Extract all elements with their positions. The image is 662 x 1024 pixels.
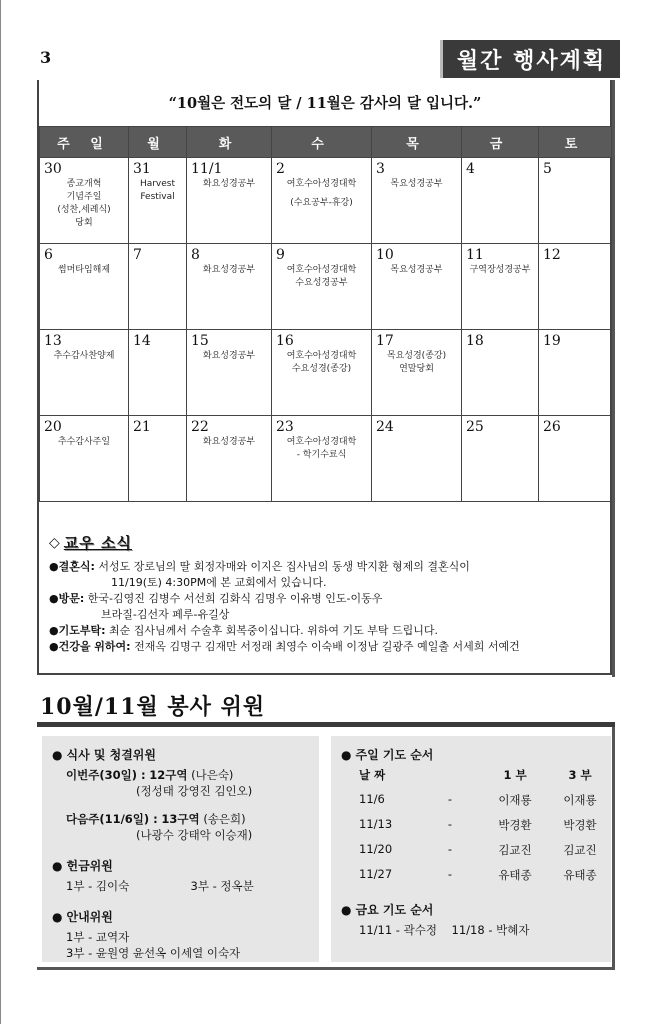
usher-first: 1부 - 교역자 xyxy=(66,930,130,944)
prayer-date: 11/27 xyxy=(359,867,393,881)
day-number: 4 xyxy=(466,161,475,177)
usher-heading xyxy=(52,908,309,925)
day-number: 23 xyxy=(276,419,294,435)
prayer-label: ●기도부탁: xyxy=(49,624,106,637)
prayer-text: 최순 집사님께서 수술후 회복중이십니다. 위하여 기도 부탁 드립니다. xyxy=(109,624,439,637)
day-number: 13 xyxy=(44,333,62,349)
meal-label: 식사 및 청결위원 xyxy=(66,748,156,762)
calendar-body xyxy=(40,158,612,502)
day-number: 25 xyxy=(466,419,484,435)
prayer-third-service: 유태종 xyxy=(563,868,597,882)
bullet-icon: ● xyxy=(52,859,63,873)
visit-line2: 브라질-김선자 페루-유길상 xyxy=(101,608,230,621)
calendar-day-cell xyxy=(187,244,272,330)
calendar-day-cell xyxy=(40,330,129,416)
day-event: 추수감사찬양제 xyxy=(53,351,115,361)
day-number: 17 xyxy=(376,333,394,349)
next-week-members: (나광수 강태악 이승재) xyxy=(136,828,253,842)
calendar-day-cell xyxy=(129,330,187,416)
day-number: 12 xyxy=(543,247,561,263)
day-event: 여호수아성경대학 xyxy=(286,265,357,275)
day-event: 썸머타임해제 xyxy=(57,265,111,275)
sunday-prayer-heading xyxy=(341,746,601,763)
next-week-label: 다음주(11/6일) : xyxy=(66,812,158,826)
day-number: 11/1 xyxy=(191,161,223,177)
service-panel-right xyxy=(331,736,611,962)
day-event: 목요성경(종강) xyxy=(386,351,447,361)
meal-this-week xyxy=(52,767,309,783)
wedding-line1: 서성도 장로님의 딸 회정자매와 이지은 집사님의 동생 박지환 형제의 결혼식이 xyxy=(98,560,470,573)
prayer-date: 11/20 xyxy=(359,842,393,856)
day-number: 19 xyxy=(543,333,561,349)
prayer-dash: - xyxy=(447,817,453,831)
bullet-icon: ● xyxy=(52,748,63,762)
day-event: 화요성경공부 xyxy=(202,179,256,189)
news-health xyxy=(49,639,600,655)
prayer-first-service: 박경환 xyxy=(498,818,532,832)
header-sunday: 주 일 xyxy=(40,127,129,158)
day-number: 3 xyxy=(376,161,385,177)
day-event: 화요성경공부 xyxy=(202,351,256,361)
day-event: (수요공부-휴강) xyxy=(290,198,353,208)
monthly-theme: “10월은 전도의 달 / 11월은 감사의 달 입니다.” xyxy=(168,95,482,112)
calendar-week-row xyxy=(40,416,612,502)
calendar-day-cell xyxy=(272,330,372,416)
day-event: Festival xyxy=(140,192,175,202)
this-week-leader: (나은숙) xyxy=(191,768,234,782)
day-event: 추수감사주일 xyxy=(57,437,111,447)
sunday-prayer-table xyxy=(341,767,601,883)
day-number: 11 xyxy=(466,247,484,263)
calendar-day-cell xyxy=(539,330,612,416)
calendar-day-cell xyxy=(187,330,272,416)
offering-row xyxy=(52,878,309,894)
prayer-first-service: 이재룡 xyxy=(498,793,532,807)
prayer-dash: - xyxy=(447,842,453,856)
offering-third: 3부 - 정옥분 xyxy=(190,879,254,893)
bullet-icon: ● xyxy=(52,910,63,924)
calendar-day-cell xyxy=(462,416,539,502)
day-number: 16 xyxy=(276,333,294,349)
calendar-week-row xyxy=(40,158,612,244)
wedding-line2: 11/19(토) 4:30PM에 본 교회에서 있습니다. xyxy=(111,576,327,589)
prayer-first-service: 김교진 xyxy=(498,843,532,857)
calendar-day-cell xyxy=(372,330,462,416)
day-event: 화요성경공부 xyxy=(202,437,256,447)
prayer-third-service: 박경환 xyxy=(563,818,597,832)
usher-third: 3부 - 윤원영 윤선옥 이세열 이숙자 xyxy=(66,946,241,960)
news-prayer-request xyxy=(49,623,600,639)
page-number: 3 xyxy=(40,48,52,67)
day-number: 15 xyxy=(191,333,209,349)
calendar-day-cell xyxy=(272,244,372,330)
calendar-table xyxy=(39,126,612,502)
calendar-week-row xyxy=(40,244,612,330)
calendar-day-cell xyxy=(372,244,462,330)
meal-next-week xyxy=(52,811,309,827)
calendar-day-cell xyxy=(372,416,462,502)
sunday-prayer-label: 주일 기도 순서 xyxy=(355,748,434,762)
wedding-label: ●결혼식: xyxy=(49,560,95,573)
day-event: 여호수아성경대학 xyxy=(286,179,357,189)
calendar-day-cell xyxy=(129,416,187,502)
day-number: 22 xyxy=(191,419,209,435)
day-event: 목요성경공부 xyxy=(390,265,443,275)
header-monday: 월 xyxy=(129,127,187,158)
day-event: - 학기수료식 xyxy=(296,450,347,460)
calendar-day-cell xyxy=(272,416,372,502)
day-number: 24 xyxy=(376,419,394,435)
prayer-third-service: 이재룡 xyxy=(563,793,597,807)
page-edge xyxy=(0,0,1,1024)
health-text: 전재옥 김명구 김재만 서정래 최영수 이숙배 이정남 길광주 예일출 서세희 서예건 xyxy=(134,640,520,653)
prayer-third-service: 김교진 xyxy=(563,843,597,857)
day-number: 18 xyxy=(466,333,484,349)
health-label: ●건강을 위하여: xyxy=(49,640,131,653)
prayer-first-service: 유태종 xyxy=(498,868,532,882)
header-tuesday: 화 xyxy=(187,127,272,158)
next-week-area: 13구역 xyxy=(161,812,200,826)
calendar-day-cell xyxy=(129,244,187,330)
prayer-dash: - xyxy=(447,792,453,806)
calendar-day-cell xyxy=(372,158,462,244)
day-event: 구역장성경공부 xyxy=(469,265,531,275)
day-number: 14 xyxy=(133,333,151,349)
usher-label: 안내위원 xyxy=(66,910,113,924)
calendar-day-cell xyxy=(187,158,272,244)
day-number: 8 xyxy=(191,247,200,263)
offering-heading xyxy=(52,857,309,874)
bullet-icon: ● xyxy=(341,748,352,762)
day-number: 10 xyxy=(376,247,394,263)
service-panel-left xyxy=(42,736,319,962)
calendar-week-row xyxy=(40,330,612,416)
calendar-day-cell xyxy=(462,244,539,330)
day-event: Harvest xyxy=(139,179,176,189)
day-number: 20 xyxy=(44,419,62,435)
this-week-area: 12구역 xyxy=(149,768,188,782)
church-news xyxy=(39,522,610,674)
day-event: 연말당회 xyxy=(399,364,434,374)
day-event: 기념주일 xyxy=(66,192,102,202)
prayer-header-first: 1 부 xyxy=(503,768,527,782)
news-visit xyxy=(49,591,600,607)
day-number: 7 xyxy=(133,247,142,263)
calendar-day-cell xyxy=(272,158,372,244)
friday-prayer-text: 11/11 - 곽수정 11/18 - 박혜자 xyxy=(359,923,530,937)
day-number: 2 xyxy=(276,161,285,177)
prayer-date: 11/13 xyxy=(359,817,393,831)
news-title: 교우 소식 xyxy=(63,534,132,552)
day-number: 30 xyxy=(44,161,62,177)
day-event: 여호수아성경대학 xyxy=(286,437,357,447)
day-event: (성찬,세례식) xyxy=(57,205,111,215)
day-event: 종교개혁 xyxy=(66,179,102,189)
header-thursday: 목 xyxy=(372,127,462,158)
calendar-day-cell xyxy=(539,416,612,502)
day-number: 5 xyxy=(543,161,552,177)
bullet-icon: ● xyxy=(341,903,352,917)
diamond-icon: ◇ xyxy=(49,534,60,551)
next-week-leader: (송은희) xyxy=(203,812,246,826)
day-event: 당회 xyxy=(75,218,93,228)
day-event: 목요성경공부 xyxy=(390,179,443,189)
day-event: 화요성경공부 xyxy=(202,265,256,275)
meal-heading xyxy=(52,746,309,763)
calendar-day-cell xyxy=(539,244,612,330)
header-friday: 금 xyxy=(462,127,539,158)
this-week-members: (정성태 강영진 김인오) xyxy=(136,784,253,798)
visit-line1: 한국-김영진 김병수 서선희 김화식 김명우 이유병 인도-이동우 xyxy=(87,592,383,605)
prayer-header-date: 날 짜 xyxy=(359,768,386,782)
offering-label: 헌금위원 xyxy=(66,859,113,873)
day-number: 9 xyxy=(276,247,285,263)
day-number: 21 xyxy=(133,419,151,435)
day-event: 수요성경공부 xyxy=(295,278,348,288)
page-title: 월간 행사계획 xyxy=(440,40,620,78)
calendar-day-cell xyxy=(40,158,129,244)
offering-first: 1부 - 김이숙 xyxy=(66,879,130,893)
calendar-day-cell xyxy=(129,158,187,244)
header-wednesday: 수 xyxy=(272,127,372,158)
prayer-date: 11/6 xyxy=(359,792,385,806)
frame-shadow xyxy=(612,80,615,677)
calendar-day-cell xyxy=(40,244,129,330)
day-number: 31 xyxy=(133,161,151,177)
calendar-day-cell xyxy=(187,416,272,502)
prayer-header-third: 3 부 xyxy=(568,768,592,782)
this-week-label: 이번주(30일) : xyxy=(66,768,146,782)
calendar-day-cell xyxy=(462,158,539,244)
day-event: 여호수아성경대학 xyxy=(286,351,357,361)
friday-prayer-heading xyxy=(341,901,601,918)
visit-label: ●방문: xyxy=(49,592,85,605)
day-number: 6 xyxy=(44,247,53,263)
calendar-header-row xyxy=(40,127,612,158)
news-heading xyxy=(49,532,600,553)
prayer-dash: - xyxy=(447,867,453,881)
calendar-day-cell xyxy=(40,416,129,502)
header-saturday: 토 xyxy=(539,127,612,158)
calendar-day-cell xyxy=(462,330,539,416)
calendar-day-cell xyxy=(539,158,612,244)
news-wedding xyxy=(49,559,600,575)
day-event: 수요성경(종강) xyxy=(291,364,352,374)
day-number: 26 xyxy=(543,419,561,435)
service-title: 10월/11월 봉사 위원 xyxy=(40,694,266,720)
friday-prayer-label: 금요 기도 순서 xyxy=(355,903,434,917)
